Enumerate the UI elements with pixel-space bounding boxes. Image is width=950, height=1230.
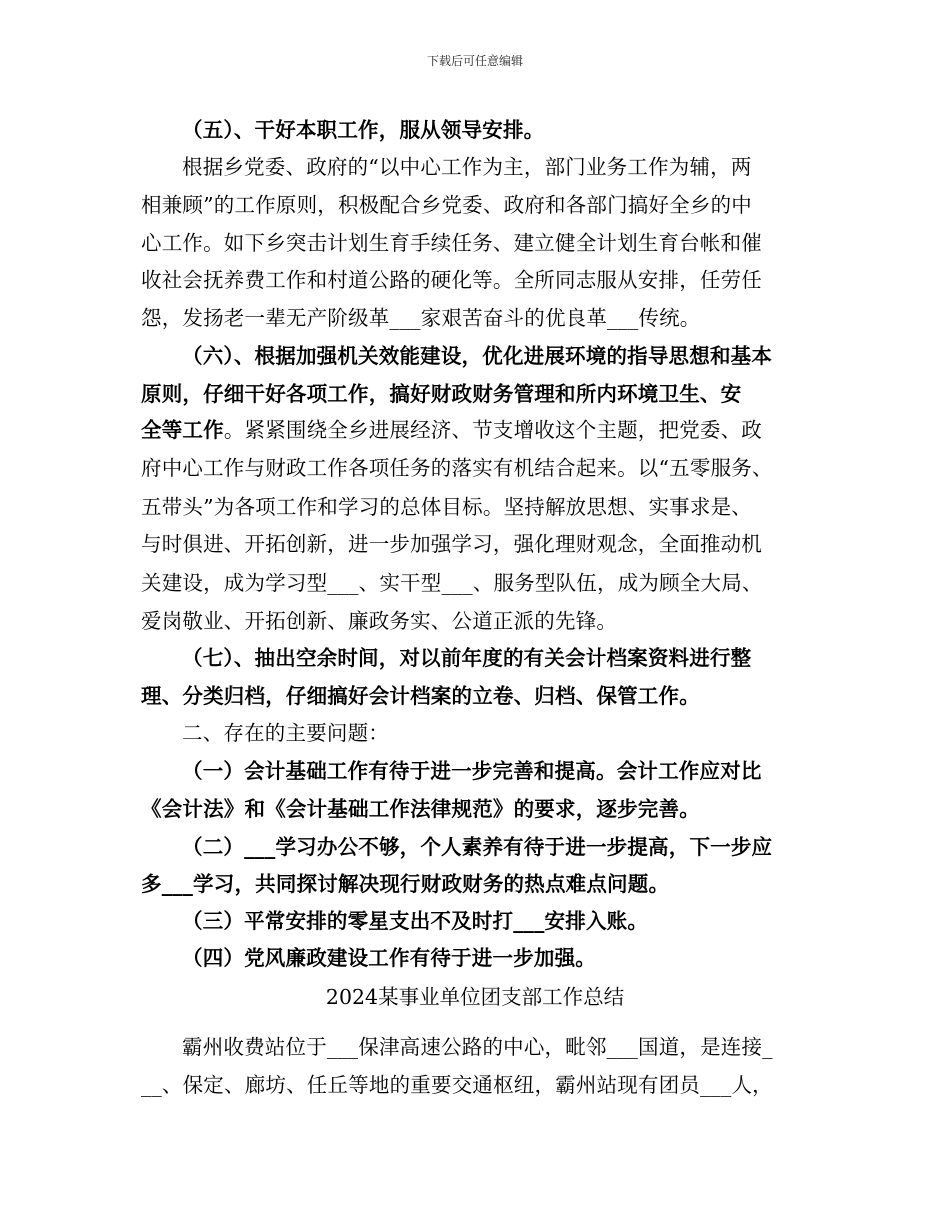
text-segment: （五）、干好本职工作，服从领导安排。 (182, 118, 545, 142)
text-segment: __、保定、廊坊、任丘等地的重要交通枢纽，霸州站现有团员___人， (141, 1073, 773, 1097)
text-segment: （二）___学习办公不够，个人素养有待于进一步提高，下一步应 (182, 835, 773, 859)
text-segment: 怨，发扬老一辈无产阶级革___家艰苦奋斗的优良革___传统。 (141, 306, 701, 330)
text-segment: 二、存在的主要问题： (182, 721, 389, 745)
paragraph-line (141, 1068, 821, 1098)
paragraph-line (141, 451, 821, 481)
paragraph-line (182, 941, 862, 971)
text-segment: 理、分类归档，仔细搞好会计档案的立卷、归档、保管工作。 (141, 684, 700, 708)
text-segment: （六）、根据加强机关效能建设，优化进展环境的指导思想和基本 (182, 344, 773, 368)
paragraph-line (141, 566, 821, 596)
paragraph-line (141, 226, 821, 256)
text-segment: 根据乡党委、政府的“以中心工作为主，部门业务工作为辅，两 (182, 155, 752, 179)
text-segment: 府中心工作与财政工作各项任务的落实有机结合起来。以“五零服务、 (141, 456, 773, 480)
paragraph-line (141, 527, 821, 557)
section-title: 2024某事业单位团支部工作总结 (325, 985, 625, 1009)
text-segment: （七）、抽出空余时间，对以前年度的有关会计档案资料进行整 (182, 646, 752, 670)
text-segment: 五带头”为各项工作和学习的总体目标。坚持解放思想、实事求是、 (141, 495, 752, 519)
text-segment: 与时俱进、开拓创新，进一步加强学习，强化理财观念，全面推动机 (141, 532, 762, 556)
paragraph-line (141, 604, 821, 634)
text-segment: 关建设，成为学习型___、实干型___、服务型队伍，成为顾全大局、 (141, 571, 763, 595)
paragraph-line (141, 301, 821, 331)
text-segment: 。紧紧围绕全乡进展经济、节支增收这个主题，把党委、政 (223, 418, 763, 442)
paragraph-line (141, 413, 821, 443)
paragraph-line (141, 377, 821, 407)
paragraph-line (141, 188, 821, 218)
paragraph-line (141, 490, 821, 520)
text-segment: （四）党风廉政建设工作有待于进一步加强。 (182, 946, 596, 970)
text-segment: （三）平常安排的零星支出不及时打___安排入账。 (182, 909, 649, 933)
text-segment: 霸州收费站位于___保津高速公路的中心，毗邻___国道，是连接_ (182, 1035, 773, 1059)
paragraph-line (182, 641, 862, 671)
paragraph-line (182, 150, 862, 180)
paragraph-line (182, 113, 862, 143)
paragraph-line (141, 679, 821, 709)
paragraph-line (182, 830, 862, 860)
paragraph-line (182, 754, 862, 784)
paragraph-line (182, 1030, 862, 1060)
paragraph-line (141, 263, 821, 293)
text-segment: 原则，仔细干好各项工作，搞好财政财务管理和所内环境卫生、安 (141, 382, 742, 406)
text-segment: （一）会计基础工作有待于进一步完善和提高。会计工作应对比 (182, 759, 762, 783)
paragraph-line (141, 792, 821, 822)
paragraph-line (182, 716, 862, 746)
text-segment: 心工作。如下乡突击计划生育手续任务、建立健全计划生育台帐和催 (141, 231, 762, 255)
paragraph-line (182, 339, 862, 369)
text-segment: 收社会抚养费工作和村道公路的硬化等。全所同志服从安排，任劳任 (141, 268, 762, 292)
paragraph-line (141, 867, 821, 897)
text-segment: 相兼顾”的工作原则，积极配合乡党委、政府和各部门搞好全乡的中 (141, 193, 752, 217)
paragraph-line (182, 904, 862, 934)
text-segment: 《会计法》和《会计基础工作法律规范》的要求，逐步完善。 (141, 797, 700, 821)
text-segment: 爱岗敬业、开拓创新、廉政务实、公道正派的先锋。 (141, 609, 618, 633)
text-segment: 全等工作 (141, 418, 224, 442)
page-header: 下载后可任意编辑 (426, 54, 523, 68)
text-segment: 多___学习，共同探讨解决现行财政财务的热点难点问题。 (141, 872, 670, 896)
